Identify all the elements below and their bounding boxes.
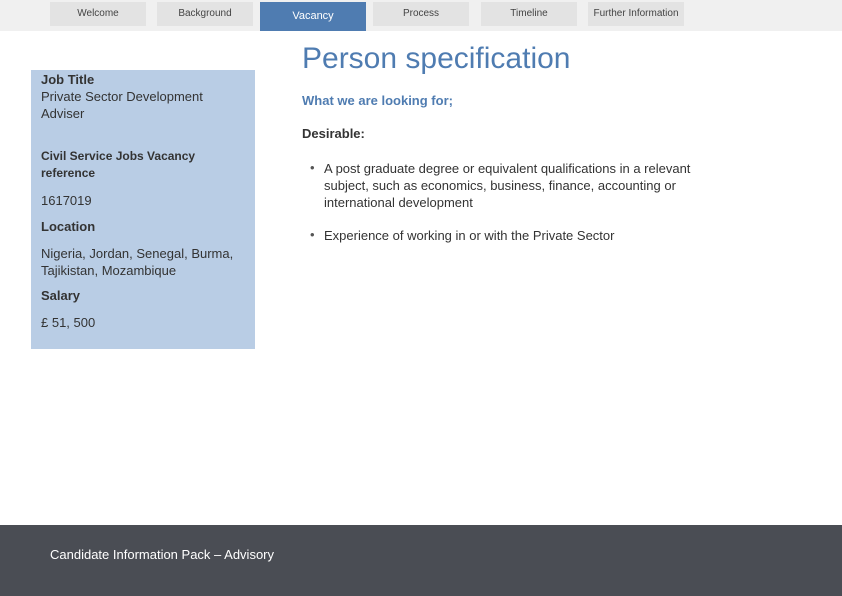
list-item-line: international development [324,195,473,210]
intro-text: What we are looking for; [302,93,453,108]
tab-background[interactable]: Background [157,2,253,26]
location-value-line2: Tajikistan, Mozambique [41,263,177,278]
list-item [324,227,734,244]
footer-bar [0,525,842,596]
vacancy-reference-label-line1: Civil Service Jobs Vacancy [41,149,196,163]
list-item-line: Experience of working in or with the Private Sector [324,228,615,243]
top-navigation [0,0,842,31]
job-title-value-line1: Private Sector Development [41,89,203,104]
tab-welcome[interactable]: Welcome [50,2,146,26]
tab-process[interactable]: Process [373,2,469,26]
job-title-value-line2: Adviser [41,106,85,121]
salary-label: Salary [41,288,81,303]
location-label: Location [41,219,96,234]
salary-value: £ 51, 500 [41,315,96,330]
list-item [324,160,734,211]
list-item-line: A post graduate degree or equivalent qualifications in a relevant [324,161,691,176]
desirable-heading: Desirable: [302,126,365,141]
bullet-marker: • [310,227,315,242]
location-value-line1: Nigeria, Jordan, Senegal, Burma, [41,246,234,261]
vacancy-reference-label-line2: reference [41,166,96,180]
tab-timeline[interactable]: Timeline [481,2,577,26]
page-title: Person specification [302,42,571,75]
tab-further-information[interactable]: Further Information [588,2,684,26]
footer-text: Candidate Information Pack – Advisory [50,547,275,562]
bullet-marker: • [310,160,315,175]
tab-vacancy[interactable]: Vacancy [260,2,366,31]
list-item-line: subject, such as economics, business, finance, accounting or [324,178,676,193]
job-title-label: Job Title [41,72,95,87]
vacancy-reference-value: 1617019 [41,193,92,208]
job-summary-panel [31,70,255,349]
